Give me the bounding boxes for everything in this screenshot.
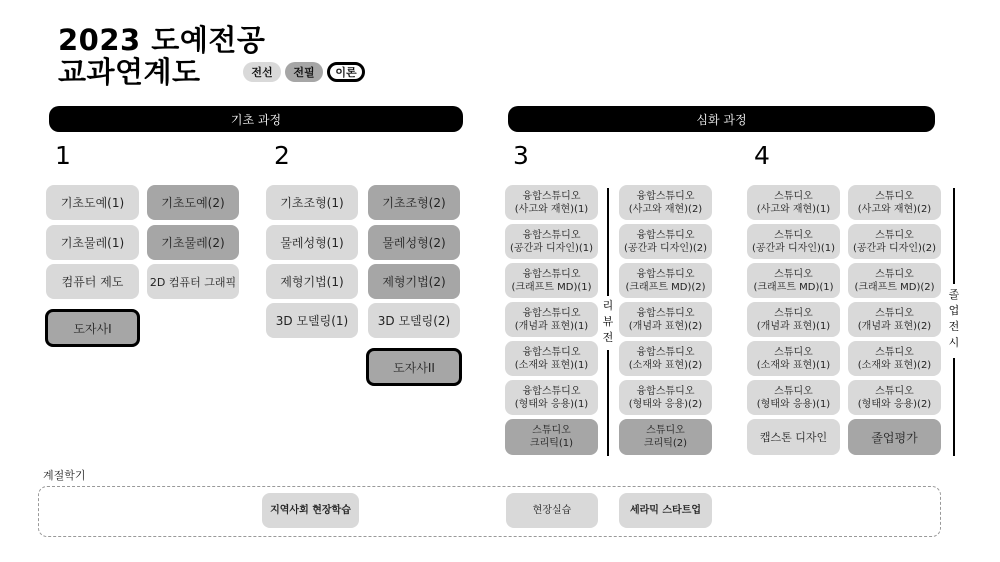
course-box: 기초도예(1) bbox=[46, 185, 139, 220]
course-box: 스튜디오 (공간과 디자인)(2) bbox=[848, 224, 941, 259]
course-box: 기초물레(2) bbox=[147, 225, 239, 260]
review-divider-label: 리 뷰 전 bbox=[602, 299, 614, 344]
course-box: 융합스튜디오 (개념과 표현)(2) bbox=[619, 302, 712, 337]
course-box: 제형기법(2) bbox=[368, 264, 460, 299]
course-box: 스튜디오 (개념과 표현)(1) bbox=[747, 302, 840, 337]
graduation-divider-label: 졸 업 전 시 bbox=[948, 288, 960, 349]
review-divider-line-bottom bbox=[607, 350, 609, 456]
course-box: 융합스튜디오 (소재와 표현)(2) bbox=[619, 341, 712, 376]
course-box: 3D 모델링(2) bbox=[368, 303, 460, 338]
section-advanced: 심화 과정 bbox=[508, 106, 935, 132]
course-box: 융합스튜디오 (사고와 재현)(1) bbox=[505, 185, 598, 220]
page-title-line1: 2023 도예전공 bbox=[58, 23, 266, 57]
legend-major-elective: 전선 bbox=[243, 62, 281, 82]
year-4-label: 4 bbox=[754, 141, 770, 170]
seasonal-container bbox=[38, 486, 941, 537]
course-box: 스튜디오 크리틱(2) bbox=[619, 419, 712, 455]
course-box: 스튜디오 (개념과 표현)(2) bbox=[848, 302, 941, 337]
course-box: 융합스튜디오 (개념과 표현)(1) bbox=[505, 302, 598, 337]
course-box: 스튜디오 (크래프트 MD)(1) bbox=[747, 263, 840, 298]
legend-major-required: 전필 bbox=[285, 62, 323, 82]
page-title-line2: 교과연계도 bbox=[58, 55, 201, 89]
course-box: 융합스튜디오 (공간과 디자인)(2) bbox=[619, 224, 712, 259]
course-box: 물레성형(2) bbox=[368, 225, 460, 260]
course-box: 스튜디오 (크래프트 MD)(2) bbox=[848, 263, 941, 298]
course-box: 스튜디오 (사고와 재현)(2) bbox=[848, 185, 941, 220]
course-box: 융합스튜디오 (공간과 디자인)(1) bbox=[505, 224, 598, 259]
graduation-eval-box: 졸업평가 bbox=[848, 419, 941, 455]
year-2-label: 2 bbox=[274, 141, 290, 170]
course-box: 스튜디오 (소재와 표현)(1) bbox=[747, 341, 840, 376]
course-box: 2D 컴퓨터 그래픽 bbox=[147, 264, 239, 299]
course-box: 스튜디오 (공간과 디자인)(1) bbox=[747, 224, 840, 259]
course-box: 융합스튜디오 (크래프트 MD)(1) bbox=[505, 263, 598, 298]
seasonal-course: 세라믹 스타트업 bbox=[619, 493, 712, 528]
course-box-theory: 도자사II bbox=[366, 348, 462, 386]
course-box: 기초물레(1) bbox=[46, 225, 139, 260]
course-box: 스튜디오 (형태와 응용)(1) bbox=[747, 380, 840, 415]
course-box: 스튜디오 (형태와 응용)(2) bbox=[848, 380, 941, 415]
seasonal-course: 지역사회 현장학습 bbox=[262, 493, 359, 528]
year-3-label: 3 bbox=[513, 141, 529, 170]
year-1-label: 1 bbox=[55, 141, 71, 170]
course-box: 스튜디오 (사고와 재현)(1) bbox=[747, 185, 840, 220]
course-box: 기초도예(2) bbox=[147, 185, 239, 220]
graduation-divider-line-bottom bbox=[953, 358, 955, 456]
course-box-theory: 도자사I bbox=[45, 309, 140, 347]
course-box: 스튜디오 크리틱(1) bbox=[505, 419, 598, 455]
course-box: 스튜디오 (소재와 표현)(2) bbox=[848, 341, 941, 376]
course-box: 컴퓨터 제도 bbox=[46, 264, 139, 299]
course-box: 융합스튜디오 (형태와 응용)(1) bbox=[505, 380, 598, 415]
course-box: 3D 모델링(1) bbox=[266, 303, 358, 338]
seasonal-course: 현장실습 bbox=[506, 493, 598, 528]
review-divider-line-top bbox=[607, 188, 609, 296]
course-box: 융합스튜디오 (형태와 응용)(2) bbox=[619, 380, 712, 415]
course-box: 물레성형(1) bbox=[266, 225, 358, 260]
section-basic: 기초 과정 bbox=[49, 106, 463, 132]
capstone-box: 캡스톤 디자인 bbox=[747, 419, 840, 455]
seasonal-label: 계절학기 bbox=[43, 469, 86, 482]
course-box: 융합스튜디오 (사고와 재현)(2) bbox=[619, 185, 712, 220]
course-box: 융합스튜디오 (크래프트 MD)(2) bbox=[619, 263, 712, 298]
course-box: 기초조형(1) bbox=[266, 185, 358, 220]
course-box: 융합스튜디오 (소재와 표현)(1) bbox=[505, 341, 598, 376]
course-box: 제형기법(1) bbox=[266, 264, 358, 299]
legend-theory: 이론 bbox=[327, 62, 365, 82]
graduation-divider-line-top bbox=[953, 188, 955, 284]
course-box: 기초조형(2) bbox=[368, 185, 460, 220]
